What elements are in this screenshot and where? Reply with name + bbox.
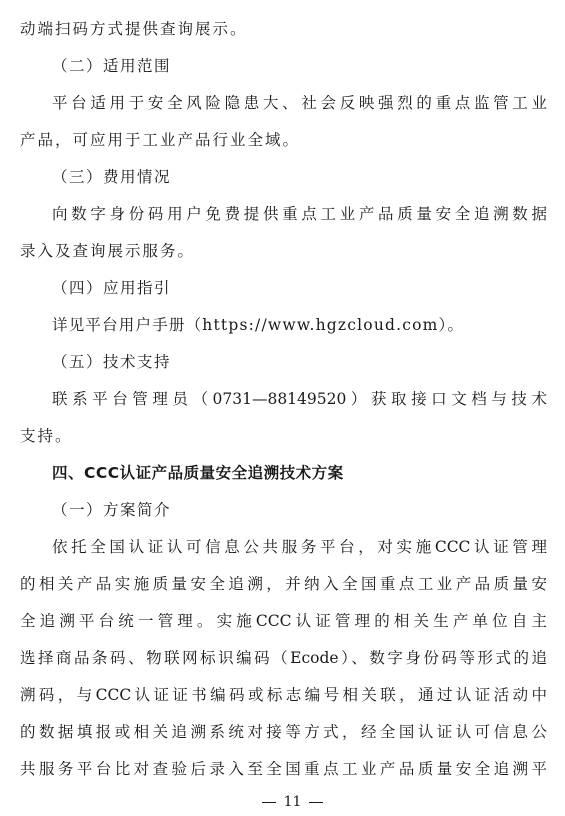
text-line: 动端扫码方式提供查询展示。 <box>20 20 248 38</box>
section-heading: 四、CCC认证产品质量安全追溯技术方案 <box>52 464 344 482</box>
text-line: 联系平台管理员（0731—88149520）获取接口文档与技术 <box>52 390 547 408</box>
subsection-heading: （三）费用情况 <box>52 168 172 186</box>
text-line: 支持。 <box>20 427 73 445</box>
text-line: 溯码，与CCC认证证书编码或标志编号相关联，通过认证活动中 <box>20 686 547 704</box>
text-line: 产品，可应用于工业产品行业全域。 <box>20 131 301 149</box>
text-line: 平台适用于安全风险隐患大、社会反映强烈的重点监管工业 <box>52 94 547 112</box>
text-line: 选择商品条码、物联网标识编码（Ecode）、数字身份码等形式的追 <box>20 649 547 667</box>
text-line: 详见平台用户手册（https://www.hgzcloud.com）。 <box>52 316 465 334</box>
text-line: 依托全国认证认可信息公共服务平台，对实施CCC认证管理 <box>52 538 547 556</box>
text-line: 共服务平台比对查验后录入至全国重点工业产品质量安全追溯平 <box>20 760 547 778</box>
text-line: 向数字身份码用户免费提供重点工业产品质量安全追溯数据 <box>52 205 547 223</box>
text-line: 的相关产品实施质量安全追溯，并纳入全国重点工业产品质量安 <box>20 575 547 593</box>
page-number-text: 11 <box>283 794 302 810</box>
page-number <box>0 793 565 811</box>
subsection-heading: （二）适用范围 <box>52 57 172 75</box>
text-line: 的数据填报或相关追溯系统对接等方式，经全国认证认可信息公 <box>20 723 547 741</box>
dash-left <box>262 802 276 803</box>
subsection-heading: （四）应用指引 <box>52 279 172 297</box>
dash-right <box>309 802 323 803</box>
text-line: 录入及查询展示服务。 <box>20 242 196 260</box>
subsection-heading: （一）方案简介 <box>52 501 172 519</box>
text-line: 全追溯平台统一管理。实施CCC认证管理的相关生产单位自主 <box>20 612 547 630</box>
subsection-heading: （五）技术支持 <box>52 353 172 371</box>
